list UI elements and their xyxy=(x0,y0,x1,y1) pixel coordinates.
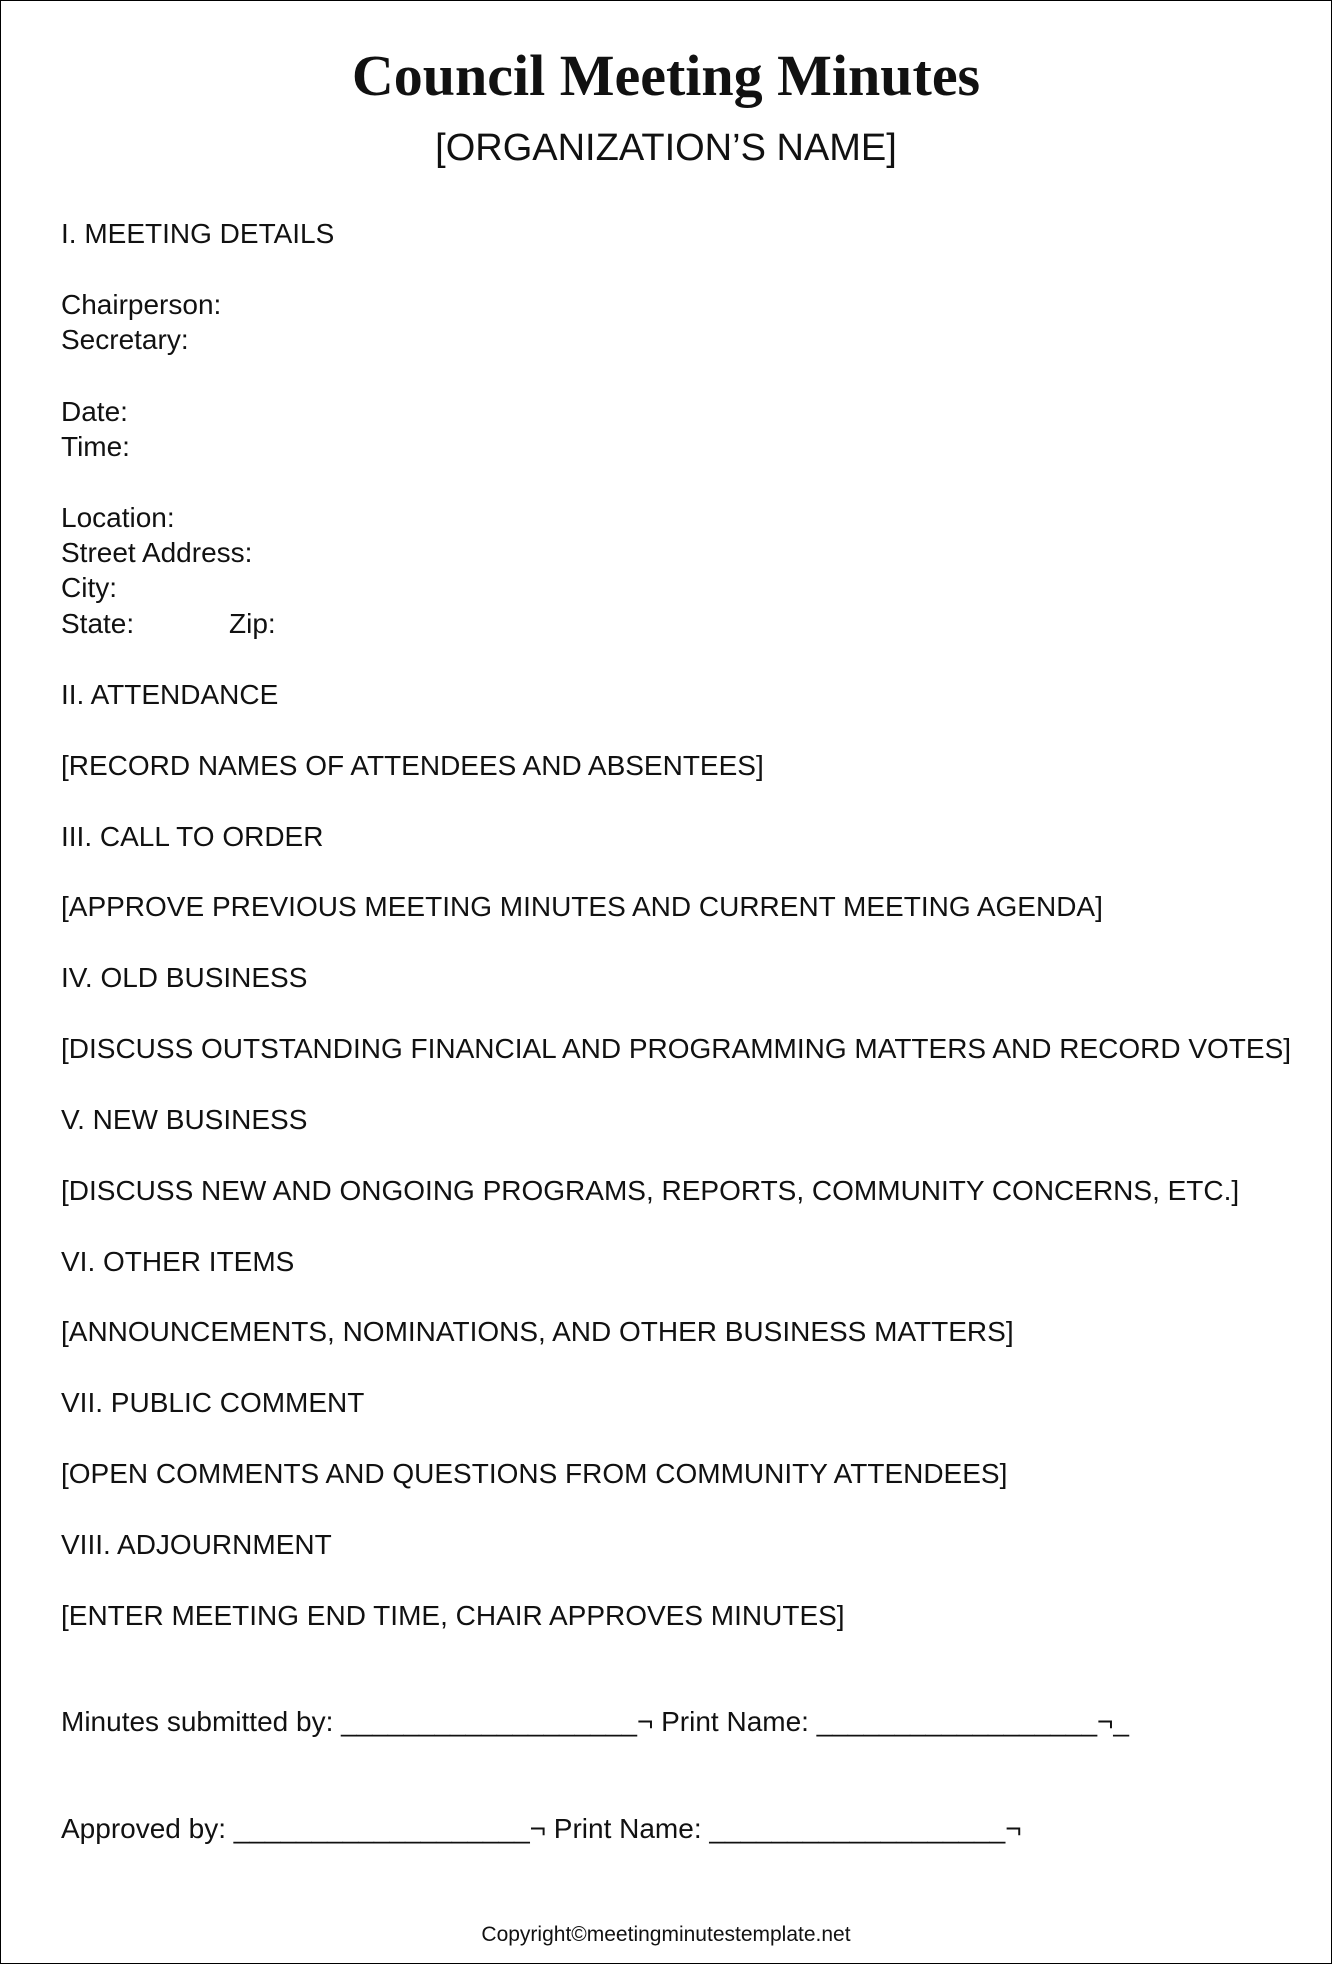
section-heading: IV. OLD BUSINESS xyxy=(61,962,308,993)
chairperson-label: Chairperson: xyxy=(61,289,222,320)
date-label: Date: xyxy=(61,396,128,427)
section-heading: VI. OTHER ITEMS xyxy=(61,1246,295,1277)
section-heading: II. ATTENDANCE xyxy=(61,679,279,710)
street-address-label: Street Address: xyxy=(61,537,253,568)
section-heading: VII. PUBLIC COMMENT xyxy=(61,1387,365,1418)
section-instruction: [RECORD NAMES OF ATTENDEES AND ABSENTEES] xyxy=(61,750,764,781)
section-heading: III. CALL TO ORDER xyxy=(61,821,324,852)
time-label: Time: xyxy=(61,431,130,462)
state-label: State: xyxy=(61,608,135,639)
section-instruction: [DISCUSS OUTSTANDING FINANCIAL AND PROGRAMMING MATTERS AND RECORD VOTES] xyxy=(61,1033,1292,1064)
secretary-label: Secretary: xyxy=(61,324,189,355)
city-label: City: xyxy=(61,572,117,603)
section-heading-meeting-details: I. MEETING DETAILS xyxy=(61,218,335,249)
section-heading: V. NEW BUSINESS xyxy=(61,1104,308,1135)
section-heading: VIII. ADJOURNMENT xyxy=(61,1529,332,1560)
page-title: Council Meeting Minutes xyxy=(351,43,981,108)
approved-by-signature-line: Approved by: ___________________¬ Print Name: ___________________¬ xyxy=(61,1813,1022,1844)
zip-label: Zip: xyxy=(229,608,276,639)
section-instruction: [OPEN COMMENTS AND QUESTIONS FROM COMMUNITY ATTENDEES] xyxy=(61,1458,1008,1489)
location-label: Location: xyxy=(61,502,175,533)
state-zip-row xyxy=(61,606,276,642)
section-instruction: [ANNOUNCEMENTS, NOMINATIONS, AND OTHER BUSINESS MATTERS] xyxy=(61,1316,1014,1347)
organization-name: [ORGANIZATION’S NAME] xyxy=(435,127,897,169)
section-instruction: [ENTER MEETING END TIME, CHAIR APPROVES MINUTES] xyxy=(61,1600,845,1631)
minutes-submitted-signature-line: Minutes submitted by: ___________________¬ Print Name: __________________¬_ xyxy=(61,1706,1129,1737)
section-instruction: [DISCUSS NEW AND ONGOING PROGRAMS, REPORTS, COMMUNITY CONCERNS, ETC.] xyxy=(61,1175,1240,1206)
copyright-notice: Copyright©meetingminutestemplate.net xyxy=(481,1923,851,1946)
section-instruction: [APPROVE PREVIOUS MEETING MINUTES AND CURRENT MEETING AGENDA] xyxy=(61,891,1103,922)
